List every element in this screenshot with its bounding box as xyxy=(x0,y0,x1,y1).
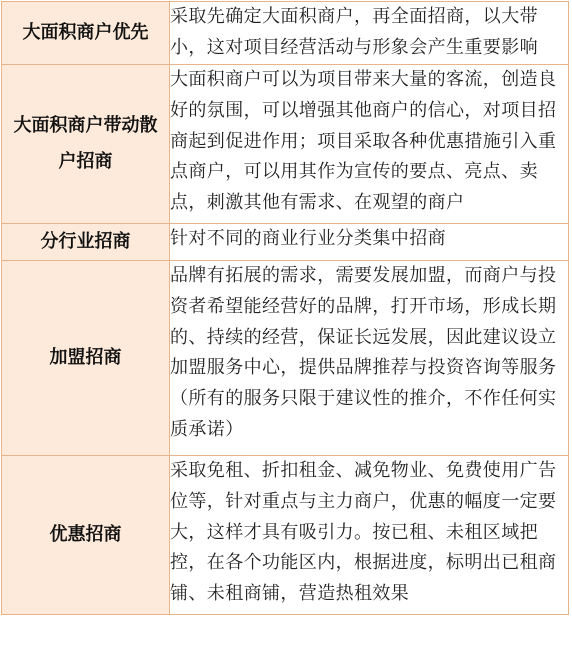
row-content: 采取免租、折扣租金、减免物业、免费使用广告位等，针对重点与主力商户，优惠的幅度一定要大，这样才具有吸引力。按已租、未租区域把控，在各个功能区内，根据进度，标明出已租商铺、未租商铺，营造热租效果 xyxy=(170,456,569,615)
row-label-cell xyxy=(2,261,170,456)
row-label-cell xyxy=(2,65,170,224)
table-row-industry-based xyxy=(2,224,569,261)
row-label: 大面积商户带动散户招商 xyxy=(13,115,158,172)
row-content: 品牌有拓展的需求，需要发展加盟，而商户与投资者希望能经营好的品牌，打开市场，形成长期的、持续的经营，保证长远发展，因此建议设立加盟服务中心，提供品牌推荐与投资咨询等服务（所有的服务只限于建议性的推介，不作任何实质承诺） xyxy=(170,261,569,456)
row-label-cell xyxy=(2,2,170,65)
row-label: 加盟招商 xyxy=(49,347,122,368)
row-label: 优惠招商 xyxy=(49,524,122,545)
row-label-cell xyxy=(2,456,170,615)
row-content: 针对不同的商业行业分类集中招商 xyxy=(170,224,569,261)
table-row-large-tenant-driving xyxy=(2,65,569,224)
strategy-table xyxy=(1,1,569,615)
table-row-franchise xyxy=(2,261,569,456)
row-label: 大面积商户优先 xyxy=(22,22,149,43)
table-row-incentive xyxy=(2,456,569,615)
row-content: 采取先确定大面积商户，再全面招商，以大带小，这对项目经营活动与形象会产生重要影响 xyxy=(170,2,569,65)
row-label: 分行业招商 xyxy=(40,231,131,252)
table-row-large-tenant-first xyxy=(2,2,569,65)
row-label-cell xyxy=(2,224,170,261)
row-content: 大面积商户可以为项目带来大量的客流，创造良好的氛围，可以增强其他商户的信心，对项目招商起到促进作用；项目采取各种优惠措施引入重点商户，可以用其作为宣传的要点、亮点、卖点，刺激其他有需求、在观望的商户 xyxy=(170,65,569,224)
